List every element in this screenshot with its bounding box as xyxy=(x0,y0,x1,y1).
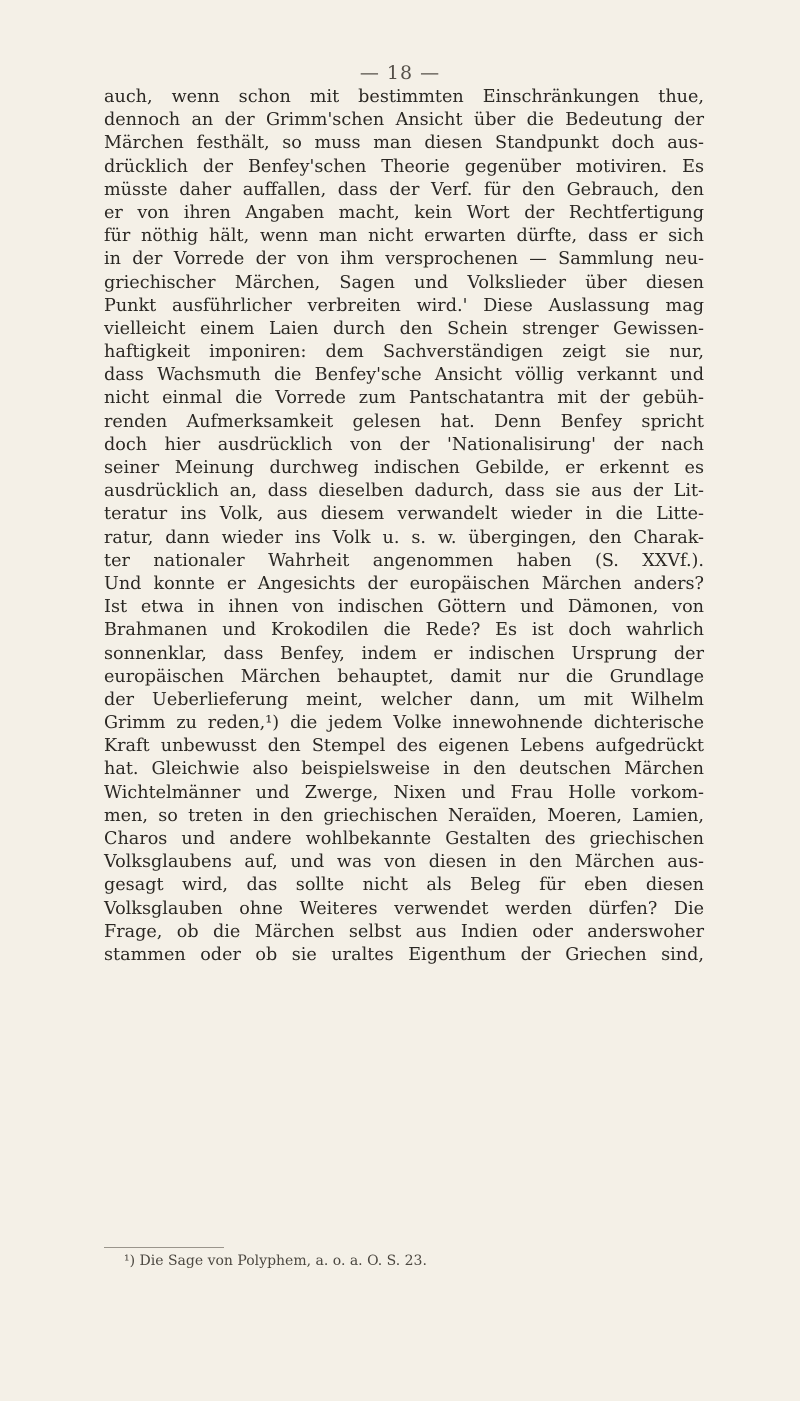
text-line: Punkt ausführlicher verbreiten wird.' Diese Auslassung mag xyxy=(104,295,704,316)
text-line: Brahmanen und Krokodilen die Rede? Es ist doch wahrlich xyxy=(104,620,704,641)
text-line: doch hier ausdrücklich von der 'Nationalisirung' der nach xyxy=(104,434,704,455)
text-line: sonnenklar, dass Benfey, indem er indischen Ursprung der xyxy=(104,643,704,664)
text-line: Ist etwa in ihnen von indischen Göttern und Dämonen, von xyxy=(104,597,704,618)
text-line: ausdrücklich an, dass dieselben dadurch, dass sie aus der Lit- xyxy=(104,481,704,502)
text-line: men, so treten in den griechischen Neraïden, Moeren, Lamien, xyxy=(104,805,704,826)
text-line: Kraft unbewusst den Stempel des eigenen Lebens aufgedrückt xyxy=(104,736,704,757)
text-line: haftigkeit imponiren: dem Sachverständigen zeigt sie nur, xyxy=(104,342,704,363)
text-line: der Ueberlieferung meint, welcher dann, um mit Wilhelm xyxy=(104,689,704,710)
text-line: dennoch an der Grimm'schen Ansicht über die Bedeutung der xyxy=(104,110,704,131)
text-line: stammen oder ob sie uraltes Eigenthum der Griechen sind, xyxy=(104,944,704,965)
footnote: ¹) Die Sage von Polyphem, a. o. a. O. S. 23. xyxy=(124,1253,427,1269)
text-line: müsste daher auffallen, dass der Verf. für den Gebrauch, den xyxy=(104,179,704,200)
text-line: seiner Meinung durchweg indischen Gebilde, er erkennt es xyxy=(104,458,704,478)
body-text xyxy=(104,86,704,967)
text-line: renden Aufmerksamkeit gelesen hat. Denn Benfey spricht xyxy=(104,411,704,432)
text-line: teratur ins Volk, aus diesem verwandelt wieder in die Litte- xyxy=(104,504,704,525)
text-line: für nöthig hält, wenn man nicht erwarten dürfte, dass er sich xyxy=(104,226,704,247)
text-line: Volksglaubens auf, und was von diesen in den Märchen aus- xyxy=(104,852,704,873)
text-line: in der Vorrede der von ihm versprochenen — Sammlung neu- xyxy=(104,249,704,270)
text-line: Märchen festhält, so muss man diesen Standpunkt doch aus- xyxy=(104,133,704,154)
page-number: — 18 — xyxy=(359,62,441,84)
text-line: Frage, ob die Märchen selbst aus Indien oder anderswoher xyxy=(104,921,704,942)
text-line: hat. Gleichwie also beispielsweise in den deutschen Märchen xyxy=(104,759,704,780)
text-line: ter nationaler Wahrheit angenommen haben (S. XXVf.). xyxy=(104,550,704,571)
text-line: Grimm zu reden,¹) die jedem Volke innewohnende dichterische xyxy=(104,713,704,734)
text-line: Volksglauben ohne Weiteres verwendet werden dürfen? Die xyxy=(104,898,704,919)
text-line: ratur, dann wieder ins Volk u. s. w. übergingen, den Charak- xyxy=(104,527,704,548)
text-line: er von ihren Angaben macht, kein Wort der Rechtfertigung xyxy=(104,202,704,223)
text-line: drücklich der Benfey'schen Theorie gegenüber motiviren. Es xyxy=(104,156,704,177)
text-line: dass Wachsmuth die Benfey'sche Ansicht völlig verkannt und xyxy=(104,365,704,386)
text-line: europäischen Märchen behauptet, damit nur die Grundlage xyxy=(104,666,704,687)
text-line: nicht einmal die Vorrede zum Pantschatantra mit der gebüh- xyxy=(104,388,704,409)
text-line: auch, wenn schon mit bestimmten Einschränkungen thue, xyxy=(104,87,704,107)
text-line: Wichtelmänner und Zwerge, Nixen und Frau Holle vorkom- xyxy=(104,782,704,803)
text-line: gesagt wird, das sollte nicht als Beleg für eben diesen xyxy=(104,875,704,896)
text-line: griechischer Märchen, Sagen und Volkslieder über diesen xyxy=(104,272,704,293)
text-line: vielleicht einem Laien durch den Schein strenger Gewissen- xyxy=(104,318,704,339)
text-line: Und konnte er Angesichts der europäischen Märchen anders? xyxy=(104,573,704,594)
footnote-divider xyxy=(104,1247,224,1248)
text-line: Charos und andere wohlbekannte Gestalten des griechischen xyxy=(104,829,704,849)
